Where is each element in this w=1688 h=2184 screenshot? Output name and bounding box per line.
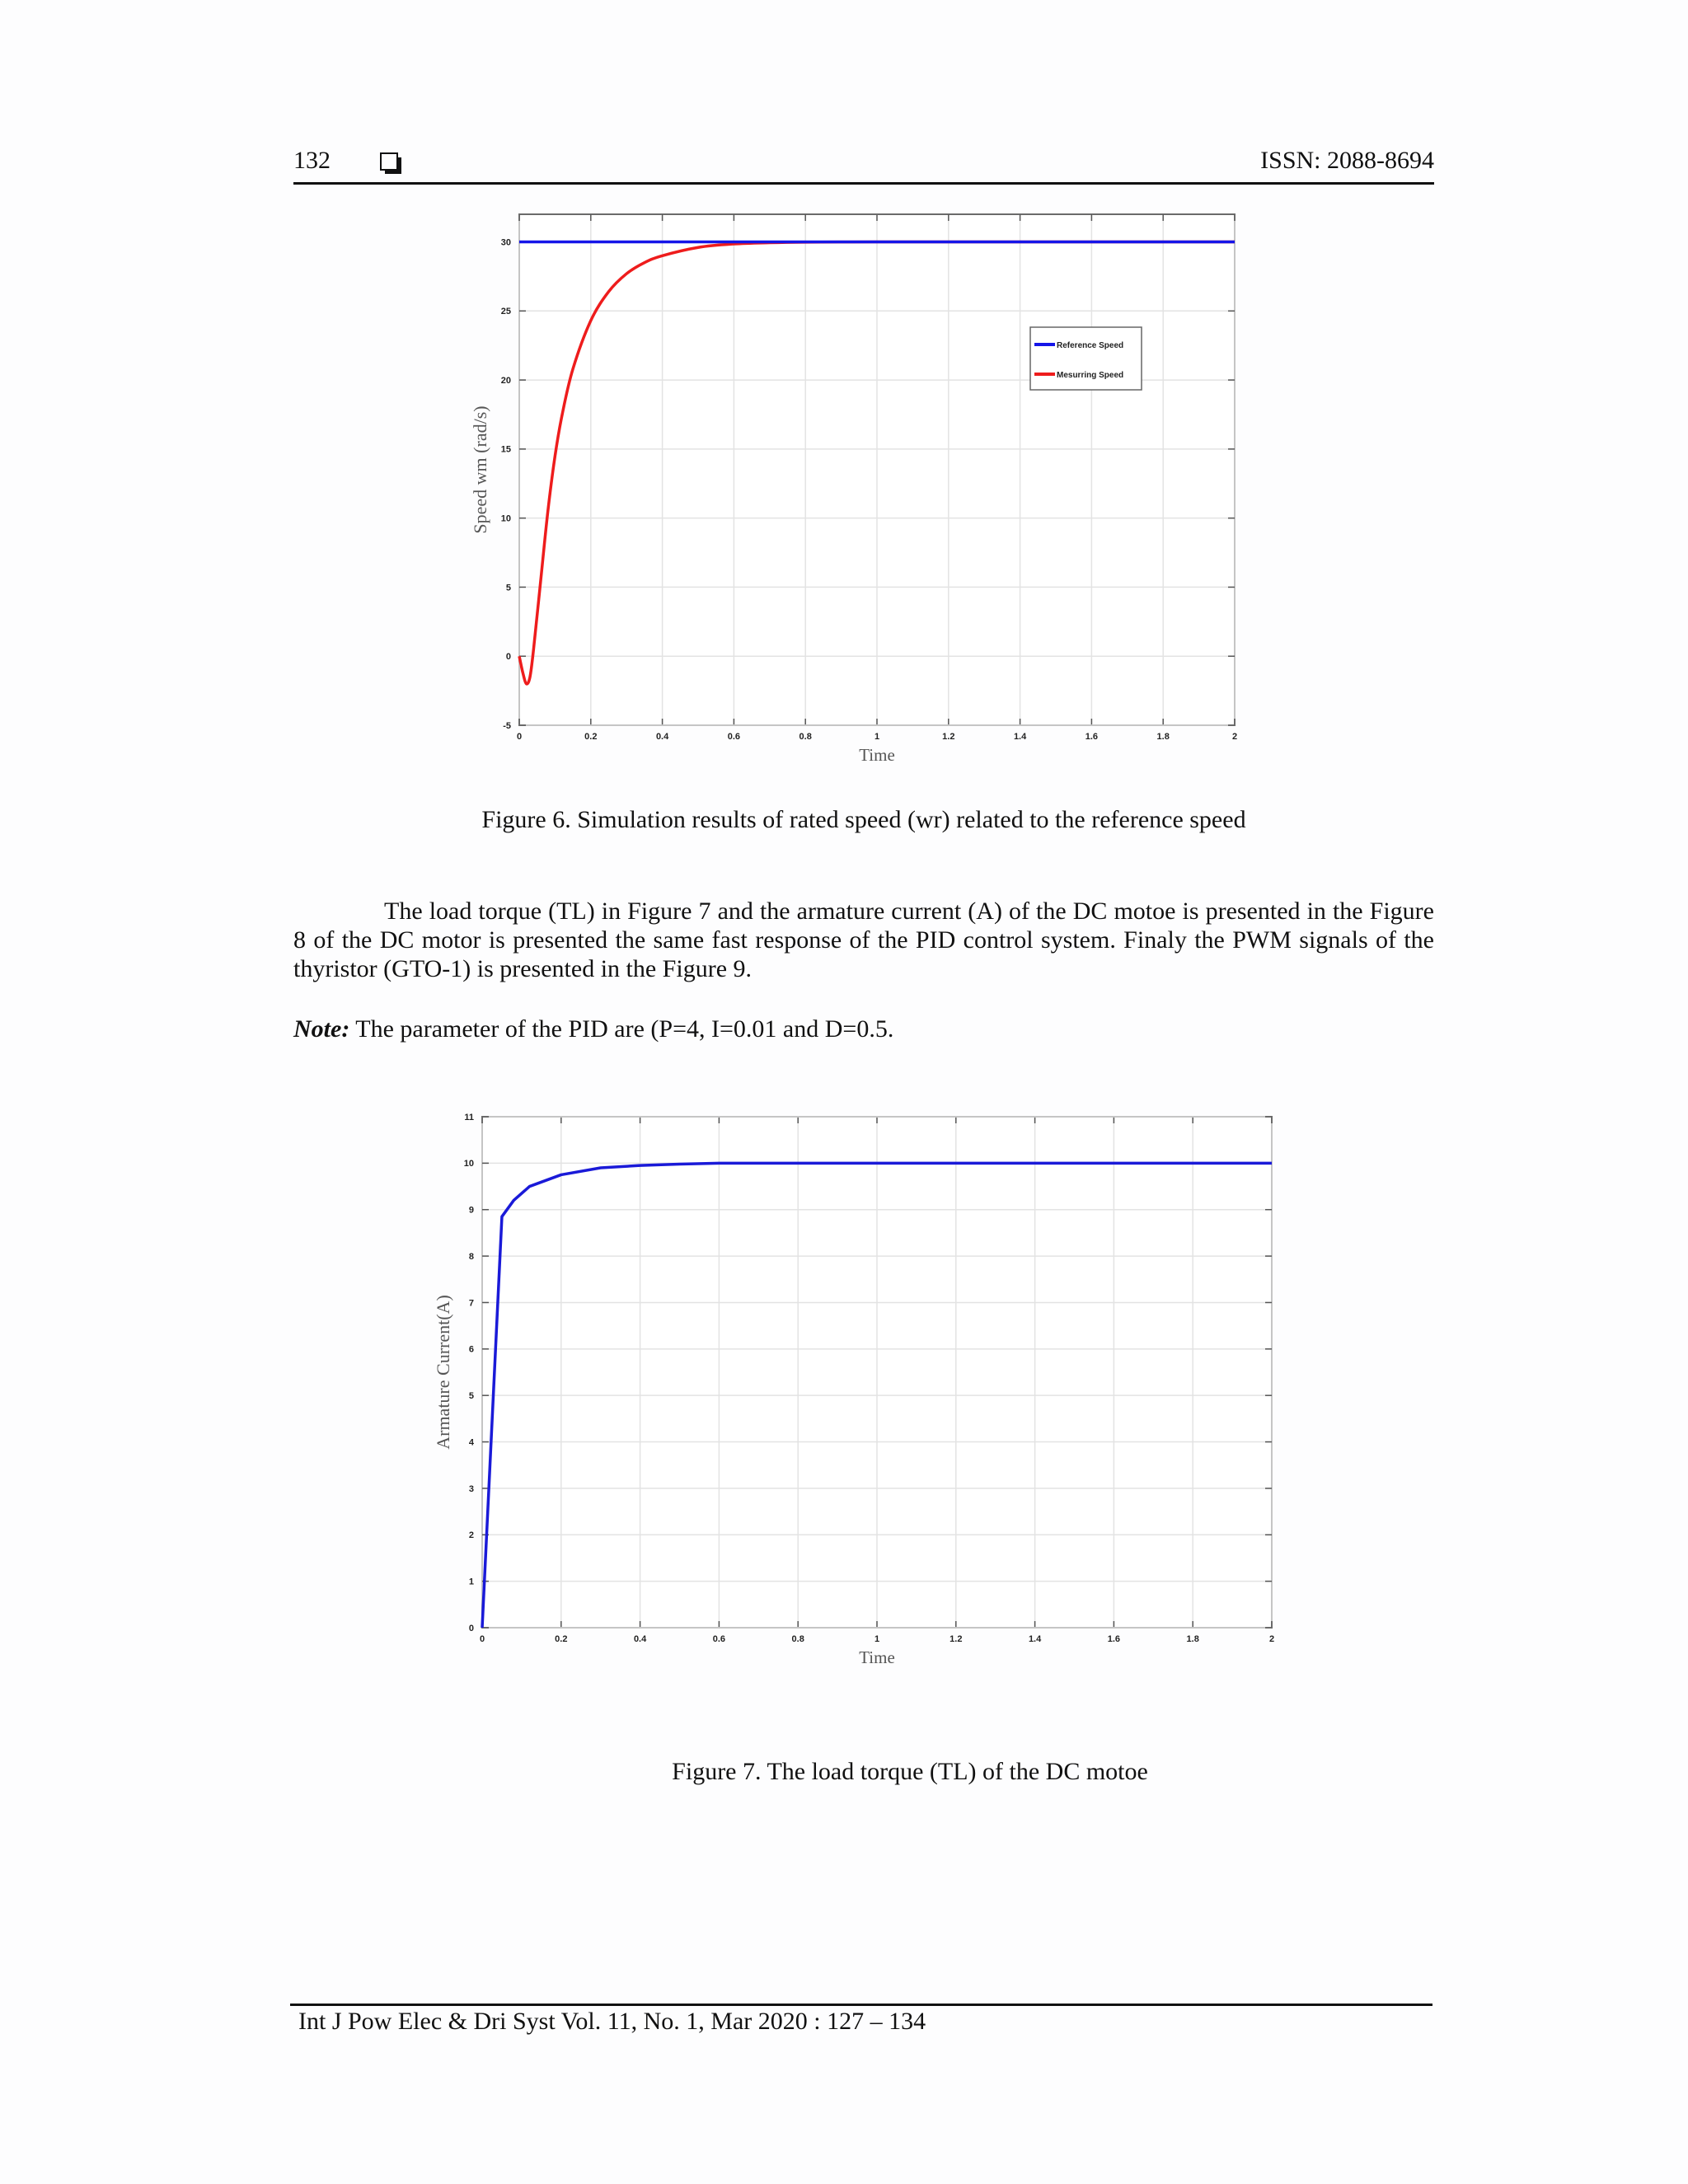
x-tick-label: 1 xyxy=(874,732,880,742)
legend xyxy=(1030,327,1142,390)
legend-label: Reference Speed xyxy=(1057,341,1124,350)
note-label: Note: xyxy=(293,1015,350,1043)
x-tick-label: 0.2 xyxy=(584,732,598,742)
figure-6-chart xyxy=(470,206,1245,775)
note xyxy=(293,1015,893,1043)
legend-box xyxy=(1030,327,1142,390)
footer-citation: Int J Pow Elec & Dri Syst Vol. 11, No. 1, Mar 2020 : 127 – 134 xyxy=(298,2008,926,2035)
issn: ISSN: 2088-8694 xyxy=(1260,147,1434,174)
x-axis-label: Time xyxy=(859,745,895,765)
y-tick-label: 1 xyxy=(468,1577,474,1587)
x-tick-label: 0.4 xyxy=(655,732,669,742)
figure-7-chart xyxy=(429,1104,1286,1731)
footer-rule xyxy=(290,2004,1432,2006)
page-number: 132 xyxy=(293,147,331,174)
figure-7-caption: Figure 7. The load torque (TL) of the DC motoe xyxy=(672,1758,1148,1785)
x-tick-label: 0.8 xyxy=(791,1634,804,1644)
x-tick-label: 1.2 xyxy=(942,732,955,742)
x-tick-label: 0.6 xyxy=(727,732,741,742)
x-tick-label: 2 xyxy=(1231,732,1238,742)
x-tick-label: 1.4 xyxy=(1013,732,1027,742)
x-tick-label: 1.6 xyxy=(1085,732,1099,742)
y-tick-label: 20 xyxy=(500,375,511,386)
y-tick-label: 3 xyxy=(468,1483,474,1494)
y-tick-label: 10 xyxy=(463,1159,474,1169)
y-tick-label: 4 xyxy=(468,1437,474,1448)
x-tick-label: 0.4 xyxy=(633,1634,647,1644)
y-tick-label: -5 xyxy=(503,720,511,731)
y-axis-label: Armature Current(A) xyxy=(433,1295,453,1450)
body-paragraph-text: The load torque (TL) in Figure 7 and the armature current (A) of the DC motoe is presented in the Figure 8 of the DC motor is presented the same fast response of the PID control system. Finaly the PWM signals of the thyristor (GTO-1) is presented in the Figure 9. xyxy=(293,898,1434,982)
header-rule xyxy=(293,182,1434,185)
y-tick-label: 5 xyxy=(505,583,511,593)
x-tick-label: 0.8 xyxy=(799,732,812,742)
y-tick-label: 2 xyxy=(468,1530,474,1541)
x-tick-label: 1.2 xyxy=(950,1634,963,1644)
x-tick-label: 1.8 xyxy=(1156,732,1170,742)
box-bullet-icon xyxy=(380,152,398,171)
y-tick-label: 0 xyxy=(505,652,511,663)
x-tick-label: 1 xyxy=(874,1634,880,1644)
y-tick-label: 5 xyxy=(468,1391,474,1402)
y-tick-label: 7 xyxy=(468,1298,474,1309)
figure-6 xyxy=(470,206,1245,775)
x-tick-label: 0.6 xyxy=(712,1634,726,1644)
y-tick-label: 30 xyxy=(500,237,511,248)
figure-7 xyxy=(429,1104,1286,1731)
y-tick-label: 11 xyxy=(464,1112,474,1122)
figure-6-caption: Figure 6. Simulation results of rated speed (wr) related to the reference speed xyxy=(481,806,1246,833)
x-tick-label: 1.8 xyxy=(1186,1634,1199,1644)
x-tick-label: 2 xyxy=(1268,1634,1275,1644)
body-paragraph xyxy=(293,897,1434,983)
y-tick-label: 9 xyxy=(468,1205,474,1216)
page-header xyxy=(293,147,1434,185)
y-tick-label: 10 xyxy=(500,513,511,524)
x-axis-label: Time xyxy=(859,1647,895,1667)
x-tick-label: 1.6 xyxy=(1107,1634,1121,1644)
x-tick-label: 0 xyxy=(516,732,523,742)
y-tick-label: 6 xyxy=(468,1344,474,1355)
y-tick-label: 8 xyxy=(468,1251,474,1262)
y-tick-label: 25 xyxy=(500,307,511,317)
y-tick-label: 15 xyxy=(500,444,511,455)
note-text: The parameter of the PID are (P=4, I=0.01 and D=0.5. xyxy=(349,1015,894,1043)
y-tick-label: 0 xyxy=(468,1623,474,1633)
x-tick-label: 0 xyxy=(479,1634,485,1644)
x-tick-label: 0.2 xyxy=(555,1634,568,1644)
y-axis-label: Speed wm (rad/s) xyxy=(470,405,490,534)
legend-label: Mesurring Speed xyxy=(1057,371,1124,380)
x-tick-label: 1.4 xyxy=(1028,1634,1042,1644)
